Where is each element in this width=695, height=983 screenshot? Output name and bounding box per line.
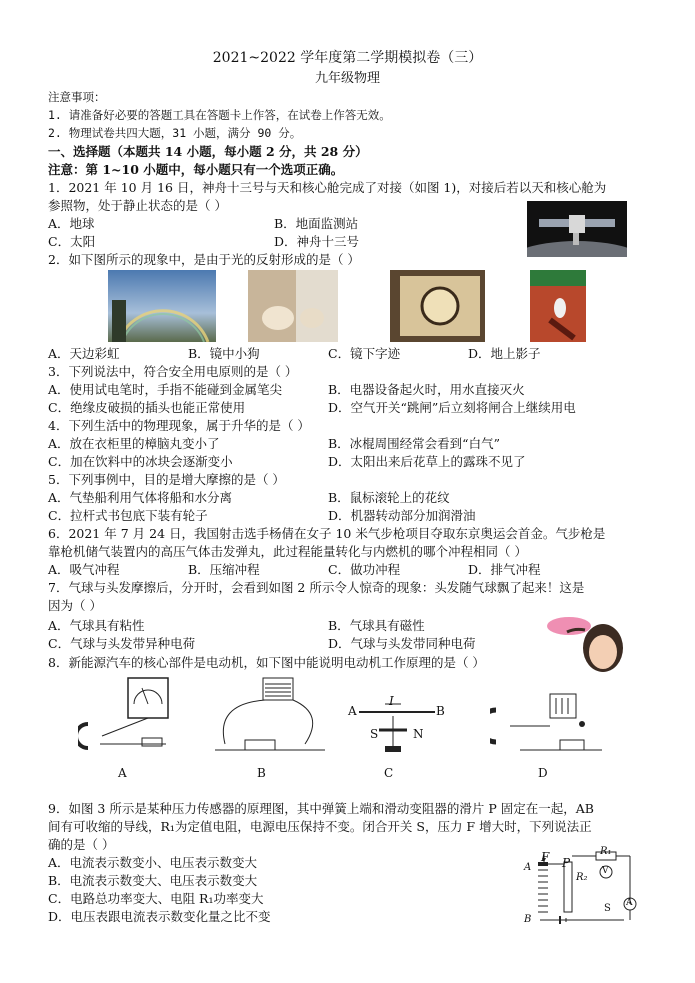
q7-option-c: C．气球与头发带异种电荷 bbox=[48, 636, 196, 651]
fig8c-n-label: N bbox=[413, 727, 424, 741]
fig3-p-label: P bbox=[562, 856, 571, 870]
q3-option-d: D．空气开关“跳闸”后立刻将闸合上继续用电 bbox=[328, 400, 576, 415]
q5-option-b: B．鼠标滚轮上的花纹 bbox=[328, 490, 450, 505]
figure-8b-label: B bbox=[257, 766, 266, 780]
q5-stem: 5．下列事例中，目的是增大摩擦的是（ ） bbox=[48, 472, 285, 487]
q1-option-a: A．地球 bbox=[48, 216, 95, 231]
q9-option-d: D．电压表跟电流表示数变化量之比不变 bbox=[48, 909, 271, 924]
q7-option-b: B．气球具有磁性 bbox=[328, 618, 425, 633]
q1-stem-line1: 1．2021 年 10 月 16 日，神舟十三号与天和核心舱完成了对接（如图 1)，对接后若以天和核心舱为 bbox=[48, 180, 607, 195]
rainbow-photo bbox=[108, 270, 216, 342]
note-2: 2. 物理试卷共四大题，31 小题，满分 90 分。 bbox=[48, 126, 302, 140]
figure-8a-generator bbox=[78, 674, 188, 764]
q4-option-b: B．冰棍周围经常会看到“白气” bbox=[328, 436, 500, 451]
q7-option-a: A．气球具有粘性 bbox=[48, 618, 145, 633]
exam-subtitle: 九年级物理 bbox=[314, 71, 380, 86]
q6-stem-line1: 6．2021 年 7 月 24 日，我国射击选手杨倩在女子 10 米气步枪项目夺取东京奥运会首金。气步枪是 bbox=[48, 526, 606, 541]
figure-8b-electromagnet bbox=[205, 674, 335, 764]
exam-title: 2021~2022 学年度第二学期模拟卷（三） bbox=[212, 50, 483, 66]
q9-option-a: A．电流表示数变小、电压表示数变大 bbox=[48, 855, 258, 870]
q9-option-b: B．电流表示数变大、电压表示数变大 bbox=[48, 873, 258, 888]
q5-option-a: A．气垫船利用气体将船和水分离 bbox=[48, 490, 233, 505]
dog-mirror-photo bbox=[248, 270, 338, 342]
q3-option-b: B．电器设备起火时，用水直接灭火 bbox=[328, 382, 525, 397]
q6-option-b: B．压缩冲程 bbox=[188, 562, 260, 577]
q5-option-c: C．拉杆式书包底下装有轮子 bbox=[48, 508, 208, 523]
q3-option-c: C．绝缘皮破损的插头也能正常使用 bbox=[48, 400, 246, 415]
q3-stem: 3．下列说法中，符合安全用电原则的是（ ） bbox=[48, 364, 298, 379]
q6-option-a: A．吸气冲程 bbox=[48, 562, 120, 577]
note-1: 1. 请准备好必要的答题工具在答题卡上作答，在试卷上作答无效。 bbox=[48, 108, 391, 122]
q8-stem: 8．新能源汽车的核心部件是电动机，如下图中能说明电动机工作原理的是（ ） bbox=[48, 655, 485, 670]
q4-option-d: D．太阳出来后花草上的露珠不见了 bbox=[328, 454, 526, 469]
fig8c-s-label: S bbox=[370, 727, 379, 741]
fig8c-a-label: A bbox=[348, 704, 357, 718]
q2-option-b: B．镜中小狗 bbox=[188, 346, 260, 361]
q7-stem-line1: 7．气球与头发摩擦后，分开时，会看到如图 2 所示令人惊奇的现象：头发随气球飘了起来！这是 bbox=[48, 580, 585, 595]
figure-8d-label: D bbox=[538, 766, 548, 780]
q1-option-d: D．神舟十三号 bbox=[274, 234, 360, 249]
q1-option-c: C．太阳 bbox=[48, 234, 96, 249]
fig8c-b-label: B bbox=[436, 704, 445, 718]
space-station-photo bbox=[527, 201, 627, 257]
q9-option-c: C．电路总功率变大、电阻 R₁功率变大 bbox=[48, 891, 264, 906]
q5-option-d: D．机器转动部分加润滑油 bbox=[328, 508, 476, 523]
q9-stem-line1: 9．如图 3 所示是某种压力传感器的原理图，其中弹簧上端和滑动变阻器的滑片 P 固定在一起，AB bbox=[48, 801, 594, 816]
q1-stem-line2: 参照物，处于静止状态的是（ ） bbox=[48, 198, 227, 213]
q1-option-b: B．地面监测站 bbox=[274, 216, 359, 231]
fig3-r2-label: R₂ bbox=[576, 872, 588, 883]
q7-stem-line2: 因为（ ） bbox=[48, 598, 102, 613]
figure-8d-motor bbox=[490, 690, 610, 766]
q3-option-a: A．使用试电笔时，手指不能碰到金属笔尖 bbox=[48, 382, 283, 397]
q2-stem: 2．如下图所示的现象中，是由于光的反射形成的是（ ） bbox=[48, 252, 360, 267]
fig3-a-label: A bbox=[524, 862, 532, 873]
q9-stem-line2: 间有可收缩的导线，R₁为定值电阻，电源电压保持不变。闭合开关 S，压力 F 增大时，下列说法正 bbox=[48, 819, 592, 834]
q6-option-d: D．排气冲程 bbox=[468, 562, 541, 577]
q6-stem-line2: 靠枪机储气装置内的高压气体击发弹丸，此过程能量转化与内燃机的哪个冲程相同（ ） bbox=[48, 544, 527, 559]
balloon-hair-photo bbox=[545, 612, 629, 674]
q2-option-a: A．天边彩虹 bbox=[48, 346, 120, 361]
fig3-b-label: B bbox=[524, 914, 532, 925]
fig3-switch-label: S bbox=[604, 903, 611, 914]
figure-8a-label: A bbox=[118, 766, 127, 780]
figure-8c-oersted bbox=[345, 692, 445, 762]
section-title: 一、选择题（本题共 14 小题，每小题 2 分，共 28 分） bbox=[48, 144, 368, 159]
q6-option-c: C．做功冲程 bbox=[328, 562, 401, 577]
figure-3-pressure-sensor bbox=[520, 848, 650, 930]
q2-option-c: C．镜下字迹 bbox=[328, 346, 401, 361]
fig3-r1-label: R₁ bbox=[600, 846, 612, 857]
shadow-photo bbox=[530, 270, 586, 342]
q2-option-d: D．地上影子 bbox=[468, 346, 541, 361]
q7-option-d: D．气球与头发带同种电荷 bbox=[328, 636, 476, 651]
fig3-voltmeter-label: V bbox=[602, 866, 609, 876]
section-note: 注意：第 1~10 小题中，每小题只有一个选项正确。 bbox=[48, 162, 344, 177]
fig3-ammeter-label: A bbox=[626, 898, 633, 908]
notes-heading: 注意事项： bbox=[48, 90, 106, 104]
q4-option-a: A．放在衣柜里的樟脑丸变小了 bbox=[48, 436, 220, 451]
q9-stem-line3: 确的是（ ） bbox=[48, 837, 115, 852]
magnifier-photo bbox=[390, 270, 485, 342]
figure-8c-label: C bbox=[384, 766, 394, 780]
q4-stem: 4．下列生活中的物理现象，属于升华的是（ ） bbox=[48, 418, 310, 433]
q4-option-c: C．加在饮料中的冰块会逐渐变小 bbox=[48, 454, 233, 469]
fig8c-current-label: I bbox=[389, 694, 394, 708]
fig3-f-label: F bbox=[541, 850, 550, 864]
